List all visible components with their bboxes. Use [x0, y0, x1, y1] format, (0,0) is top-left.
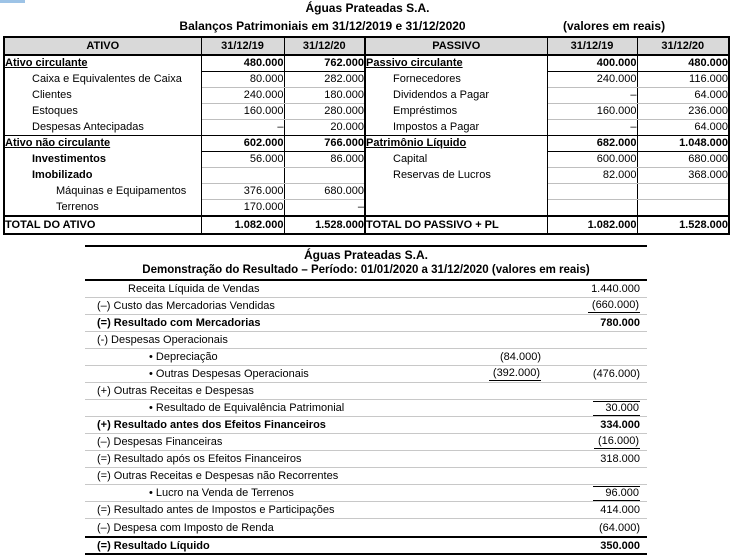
value-31-12-19: 160.000: [547, 104, 637, 120]
col-header-passivo: PASSIVO: [365, 38, 547, 55]
dre-row: [85, 485, 647, 502]
dre-value-outer: 350.000: [600, 539, 640, 552]
value-31-12-20: 368.000: [637, 168, 728, 184]
row-label: Investimentos: [5, 152, 201, 168]
row-label: Passivo circulante: [365, 55, 547, 72]
balance-sheet-units-note: (valores em reais): [563, 19, 666, 33]
table-row: [5, 104, 364, 120]
dre-value-outer: 334.000: [600, 419, 640, 431]
dre-row: [85, 315, 647, 332]
dre-value-inner: (84.000): [500, 351, 541, 363]
value-31-12-19: 170.000: [201, 200, 284, 217]
row-label: Imobilizado: [5, 168, 201, 184]
row-label: [365, 184, 547, 200]
value-31-12-20: 64.000: [694, 121, 728, 133]
value-31-12-20: 280.000: [284, 104, 364, 120]
value-31-12-19: 376.000: [201, 184, 284, 200]
dre-value-outer: 414.000: [600, 504, 640, 516]
col-header-ativo: ATIVO: [5, 38, 201, 55]
row-label: Ativo circulante: [5, 55, 201, 72]
row-label: Impostos a Pagar: [365, 120, 547, 136]
value-31-12-19: [547, 200, 637, 217]
dre-row-label: • Outras Despesas Operacionais: [149, 368, 309, 380]
dre-value-outer: (16.000): [541, 435, 647, 449]
table-row: [5, 120, 364, 136]
dre-row-label: (=) Resultado antes de Impostos e Participações: [97, 504, 335, 516]
value-31-12-19: 600.000: [547, 152, 637, 168]
dre-row-label: • Resultado de Equivalência Patrimonial: [149, 402, 345, 414]
value-31-12-19: –: [547, 120, 637, 136]
table-row: [5, 136, 364, 152]
value-31-12-20: 1.528.000: [637, 216, 728, 233]
dre-row-label: • Lucro na Venda de Terrenos: [149, 487, 294, 499]
dre-row: [85, 349, 647, 366]
dre-row: [85, 400, 647, 417]
dre-value-outer: 96.000: [541, 486, 647, 501]
dre-row: [85, 383, 647, 400]
dre-value-outer: (64.000): [599, 521, 640, 534]
value-31-12-19: 80.000: [201, 72, 284, 88]
dre-value-outer: 318.000: [600, 453, 640, 465]
income-statement-company-title: Águas Prateadas S.A.: [303, 248, 429, 262]
value-31-12-19: 602.000: [201, 136, 284, 152]
value-31-12-20: 680.000: [284, 184, 364, 200]
dre-row: [85, 502, 647, 519]
value-31-12-19: –: [547, 88, 637, 104]
dre-row-label: • Depreciação: [149, 351, 218, 363]
row-label: Terrenos: [5, 200, 201, 217]
value-31-12-20: 1.528.000: [284, 216, 364, 233]
table-row: [5, 168, 364, 184]
dre-row-label: (=) Outras Receitas e Despesas não Recorrentes: [97, 470, 339, 482]
row-label: Clientes: [5, 88, 201, 104]
dre-row-label: (=) Resultado com Mercadorias: [97, 317, 261, 329]
passivo-table: [364, 38, 728, 233]
dre-value-outer: (660.000): [541, 299, 647, 313]
value-31-12-19: 240.000: [201, 88, 284, 104]
value-31-12-20: 480.000: [637, 55, 728, 72]
value-31-12-20: 116.000: [637, 72, 728, 88]
row-label: Empréstimos: [365, 104, 547, 120]
balance-sheet-subtitle: Balanços Patrimoniais em 31/12/2019 e 31/12/2020: [179, 19, 466, 33]
table-row: [365, 88, 728, 104]
row-label: Dividendos a Pagar: [365, 88, 547, 104]
ativo-table: [5, 38, 364, 233]
dre-value-outer: 1.440.000: [591, 283, 640, 295]
dre-row: [85, 519, 647, 536]
dre-row-label: (–) Despesas Financeiras: [97, 436, 223, 448]
dre-row-label: (=) Resultado após os Efeitos Financeiros: [97, 453, 302, 465]
dre-row: [85, 281, 647, 298]
row-label: Reservas de Lucros: [365, 168, 547, 184]
col-header-date-2020: 31/12/20: [284, 38, 364, 55]
table-row: [365, 72, 728, 88]
dre-row-label: (–) Custo das Mercadorias Vendidas: [97, 300, 275, 312]
table-row: [365, 168, 728, 184]
value-31-12-19: –: [201, 120, 284, 136]
table-row: [5, 200, 364, 217]
dre-row-label: (–) Despesa com Imposto de Renda: [97, 521, 274, 534]
table-row: [365, 120, 728, 136]
dre-row: [85, 366, 647, 383]
dre-row-label: (+) Resultado antes dos Efeitos Financeiros: [97, 419, 326, 431]
value-31-12-20: 20.000: [330, 121, 364, 133]
value-31-12-19: [547, 184, 637, 200]
col-header-date-2019: 31/12/19: [201, 38, 284, 55]
table-row: [5, 72, 364, 88]
dre-row-label: (=) Resultado Líquido: [97, 539, 210, 552]
row-label: Fornecedores: [365, 72, 547, 88]
table-row: [5, 88, 364, 104]
dre-row-label: (+) Outras Receitas e Despesas: [97, 385, 254, 397]
value-31-12-20: 180.000: [284, 88, 364, 104]
value-31-12-19: 400.000: [547, 55, 637, 72]
value-31-12-20: 1.048.000: [637, 136, 728, 152]
row-label: Despesas Antecipadas: [5, 120, 201, 136]
col-header-date-2020: 31/12/20: [637, 38, 728, 55]
dre-row: [85, 417, 647, 434]
table-row: [365, 104, 728, 120]
table-row: [5, 184, 364, 200]
dre-row-label: (-) Despesas Operacionais: [97, 334, 228, 346]
row-label: TOTAL DO ATIVO: [5, 216, 201, 233]
value-31-12-19: 1.082.000: [547, 216, 637, 233]
value-31-12-19: 480.000: [201, 55, 284, 72]
table-row: [5, 55, 364, 72]
value-31-12-20: 282.000: [284, 72, 364, 88]
value-31-12-19: 160.000: [201, 104, 284, 120]
row-label: Patrimônio Líquido: [365, 136, 547, 152]
dre-row: [85, 468, 647, 485]
balance-sheet: [3, 36, 730, 235]
row-label: [365, 200, 547, 217]
ativo-header-row: [5, 38, 364, 55]
dre-row: [85, 451, 647, 468]
value-31-12-19: 1.082.000: [201, 216, 284, 233]
row-label: Caixa e Equivalentes de Caixa: [5, 72, 201, 88]
value-31-12-20: [284, 168, 364, 184]
table-row: [365, 216, 728, 233]
col-header-date-2019: 31/12/19: [547, 38, 637, 55]
row-label: Capital: [365, 152, 547, 168]
value-31-12-20: 86.000: [284, 152, 364, 168]
value-31-12-20: 236.000: [637, 104, 728, 120]
dre-row: [85, 536, 647, 553]
value-31-12-19: 82.000: [547, 168, 637, 184]
table-row: [5, 152, 364, 168]
value-31-12-19: 682.000: [547, 136, 637, 152]
dre-row: [85, 434, 647, 451]
value-31-12-20: [637, 184, 728, 200]
dre-row: [85, 298, 647, 315]
row-label: TOTAL DO PASSIVO + PL: [365, 216, 547, 233]
dre-row-label: Receita Líquida de Vendas: [128, 283, 260, 295]
dre-value-inner: (392.000): [451, 367, 541, 381]
table-row: [365, 184, 728, 200]
dre-value-outer: 780.000: [600, 317, 640, 329]
table-row: [365, 200, 728, 217]
income-statement-subtitle: Demonstração do Resultado – Período: 01/01/2020 a 31/12/2020 (valores em reais): [85, 263, 647, 281]
value-31-12-19: [201, 168, 284, 184]
value-31-12-20: 766.000: [284, 136, 364, 152]
row-label: Máquinas e Equipamentos: [5, 184, 201, 200]
value-31-12-20: 680.000: [637, 152, 728, 168]
dre-row: [85, 332, 647, 349]
value-31-12-20: [637, 200, 728, 217]
balance-sheet-company-title: Águas Prateadas S.A.: [305, 1, 430, 15]
dre-value-outer: (476.000): [592, 368, 640, 380]
table-row: [365, 136, 728, 152]
value-31-12-19: 56.000: [201, 152, 284, 168]
table-row: [365, 55, 728, 72]
value-31-12-20: 762.000: [284, 55, 364, 72]
row-label: Ativo não circulante: [5, 136, 201, 152]
row-label: Estoques: [5, 104, 201, 120]
table-row: [365, 152, 728, 168]
table-row: [5, 216, 364, 233]
value-31-12-20: 64.000: [637, 88, 728, 104]
income-statement: [85, 245, 647, 555]
value-31-12-19: 240.000: [547, 72, 637, 88]
value-31-12-20: –: [284, 200, 364, 217]
dre-value-outer: 30.000: [541, 401, 647, 416]
passivo-header-row: [365, 38, 728, 55]
